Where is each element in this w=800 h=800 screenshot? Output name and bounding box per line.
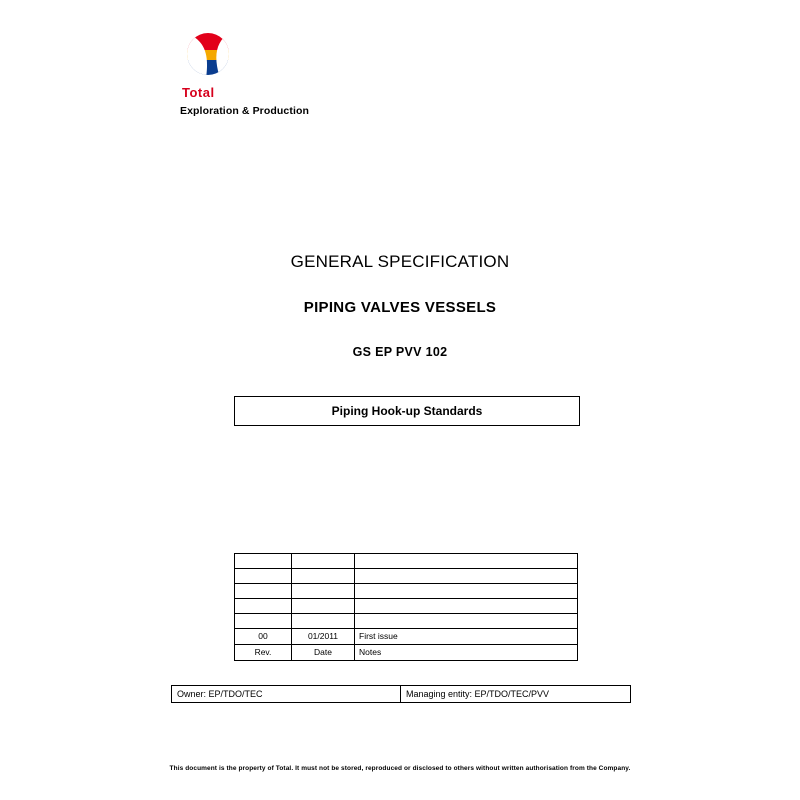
- cell-date: [292, 599, 355, 614]
- cell-notes: [355, 554, 578, 569]
- header-divider: [180, 128, 630, 129]
- cell-notes: First issue: [355, 629, 578, 645]
- column-header-notes: Notes: [355, 645, 578, 661]
- table-row: [235, 569, 578, 584]
- cell-rev: [235, 599, 292, 614]
- subject-box: [234, 396, 580, 426]
- cell-rev: [235, 584, 292, 599]
- table-row: [235, 584, 578, 599]
- page-title: GENERAL SPECIFICATION: [290, 252, 510, 271]
- cell-rev: 00: [235, 629, 292, 645]
- page-subtitle: PIPING VALVES VESSELS: [303, 299, 497, 316]
- cell-rev: [235, 569, 292, 584]
- total-wordmark: Total: [182, 85, 215, 100]
- table-row: [235, 629, 578, 645]
- cell-notes: [355, 599, 578, 614]
- revision-table: [234, 553, 578, 661]
- cell-date: [292, 569, 355, 584]
- cell-date: [292, 554, 355, 569]
- cell-notes: [355, 584, 578, 599]
- subject-label: Piping Hook-up Standards: [331, 404, 483, 418]
- logo-tagline: Exploration & Production: [180, 105, 309, 117]
- managing-entity-field: Managing entity: EP/TDO/TEC/PVV: [401, 685, 631, 703]
- column-header-rev: Rev.: [235, 645, 292, 661]
- cell-rev: [235, 554, 292, 569]
- table-header-row: [235, 645, 578, 661]
- cell-notes: [355, 614, 578, 629]
- cell-date: [292, 584, 355, 599]
- cell-rev: [235, 614, 292, 629]
- owner-field: Owner: EP/TDO/TEC: [171, 685, 401, 703]
- table-row: [235, 554, 578, 569]
- cell-date: [292, 614, 355, 629]
- owner-bar: [171, 685, 631, 703]
- total-logo-icon: [180, 28, 236, 84]
- brand-logo: [180, 28, 480, 100]
- footer-disclaimer: This document is the property of Total. It must not be stored, reproduced or disclosed to others without written authorisation from the Company.: [169, 765, 631, 772]
- column-header-date: Date: [292, 645, 355, 661]
- cell-notes: [355, 569, 578, 584]
- cell-date: 01/2011: [292, 629, 355, 645]
- document-reference: GS EP PVV 102: [352, 345, 448, 359]
- table-row: [235, 614, 578, 629]
- table-row: [235, 599, 578, 614]
